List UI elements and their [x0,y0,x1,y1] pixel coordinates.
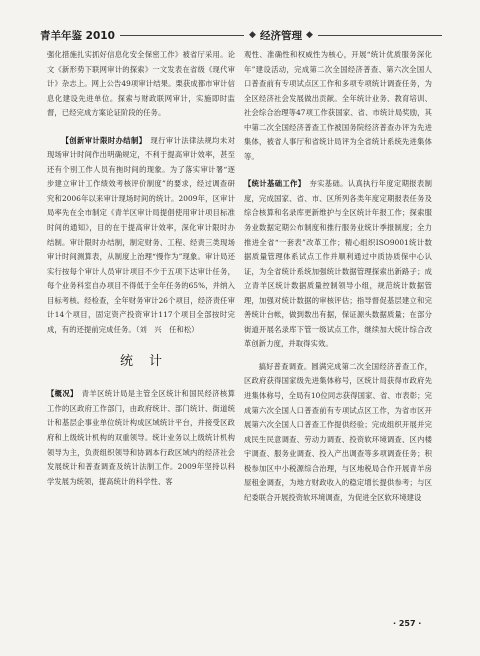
header-rule [120,35,244,36]
section-title: 统计 [119,354,178,370]
section-heading: 【统计基础工作】 [244,179,302,189]
running-header [40,27,442,43]
section-heading: 【概况】 [47,389,75,399]
page-number: · 257 · [393,619,422,628]
diamond-icon: ◆ [249,30,256,40]
section-body: 青羊区统计局是主管全区统计和国民经济核算工作的区政府工作部门，由政府统计、部门统计、街道统计和基层企事业单位统计构成区域统计平台，并接受区政府和上级统计机构的双重领导。统计业务以上级统计机构领导为主，负责组织领导和协调本行政区域内的经济社会发展统计和普查调查及统计法制工作。2009年坚持以科学发展为统领，提高统计的科学性、客 [47,389,236,486]
left-column [47,48,235,489]
section-heading: 【创新审计限时办结制】 [61,135,143,145]
section-paragraph [47,387,235,489]
section-paragraph [244,177,432,352]
intro-paragraph: 观性、准确性和权威性为核心，开展“统计优质服务深化年”建设活动，完成第二次全国经济普查、第六次全国人口普查前有专项试点区工作和多项专项统计调查任务，为全区经济社会发展做出贡献。全年统计业务、教育培训、社会综合治理等47项工作获国家、省、市统计局奖励，其中第二次全国经济普查工作被国务院经济普查办评为先进集体，被省人事厅和省统计局评为全省统计系统先进集体等。 [244,50,432,161]
body-paragraph: 搞好普查调查。圆满完成第二次全国经济普查工作，区政府获得国家级先进集体称号，区统计局获得市政府先进集体称号，全局有10位同志获得国家、省、市表彰；完成第六次全国人口普查前有专项试点区工作，为省市区开展第六次全国人口普查工作提供经验；完成组织开展并完成民生民意调查、劳动力调查、投资软环境调查、区内楼宇调查、服务业调查、投入产出调查等多项调查任务；积极参加区中小税源综合治理，与区地税局合作开展青羊房屋租金调查，为地方财政收入的稳定增长提供参考；与区纪委联合开展投资软环境调查，为促进全区软环境建设 [244,361,432,502]
right-column [244,48,432,505]
section-paragraph [47,134,235,338]
diamond-icon: ◆ [305,30,313,40]
header-rule [318,35,442,36]
section-body: 夯实基础。认真执行年度定期报表制度，完成国家、省、市、区所列各类年度定期报表任务及综合核算和名录库更新维护与全区统计年报工作；探索服务业数据定期公布制度和推行服务业统计季报制度；全力推进全省“一套表”改革工作；精心组织ISO9001统计数据质量管理体系试点工作并顺利通过中质协质保中心认证，为全省统计系统加强统计数据管理探索出新路子；成立青羊区统计数据质量控制领导小组，规范统计数据管理，加强对统计数据的审核评估；指导督促基层建立和完善统计台帐，做到数出有据，保证源头数据质量；在部分街道开展名录库下管一级试点工作，继续加大统计综合改革创新力度，并取得实效。 [244,179,432,349]
section-body: 现行审计法律法规均未对现场审计时间作出明确规定，不利于提高审计效率，甚至还有个别工作人员有拖时间的现象。为了落实审计署“逐步建立审计工作绩效考核评价制度”的要求，经过调查研究和2006年以来审计现场时间的统计。2009年，区审计局率先在全市制定《青羊区审计局提倡使用审计项目标准时间的通知》，目的在于提高审计效率，深化审计限时办结制。审计限时办结制，制定财务、工程、经责三类现场审计时间测算表，从制度上治理“慢作为”现象。审计局还实行按每个审计人员审计项目不少于五项下达审计任务，每个业务科室自办项目不得低于全年任务的65%，并纳入目标考核。经检查，全年财务审计26个项目，经济责任审计14个项目，固定资产投资审计117个项目全部按时完成，有的还提前完成任务。（刘 兴 任和松） [47,135,235,334]
chapter-title: 经济管理 [259,29,302,42]
intro-paragraph: 强化措施扎实抓好信息化安全保密工作》被省厅采用。论文《新形势下联网审计的探索》一文发表在省级《现代审计》杂志上。网上公告49项审计结果。栗获成都市审计信息化建设先进单位。探索与财政联网审计，实施即时监督，已经完成方案论证阶段的任务。 [47,50,235,118]
yearbook-title: 青羊年鉴 2010 [40,29,115,42]
